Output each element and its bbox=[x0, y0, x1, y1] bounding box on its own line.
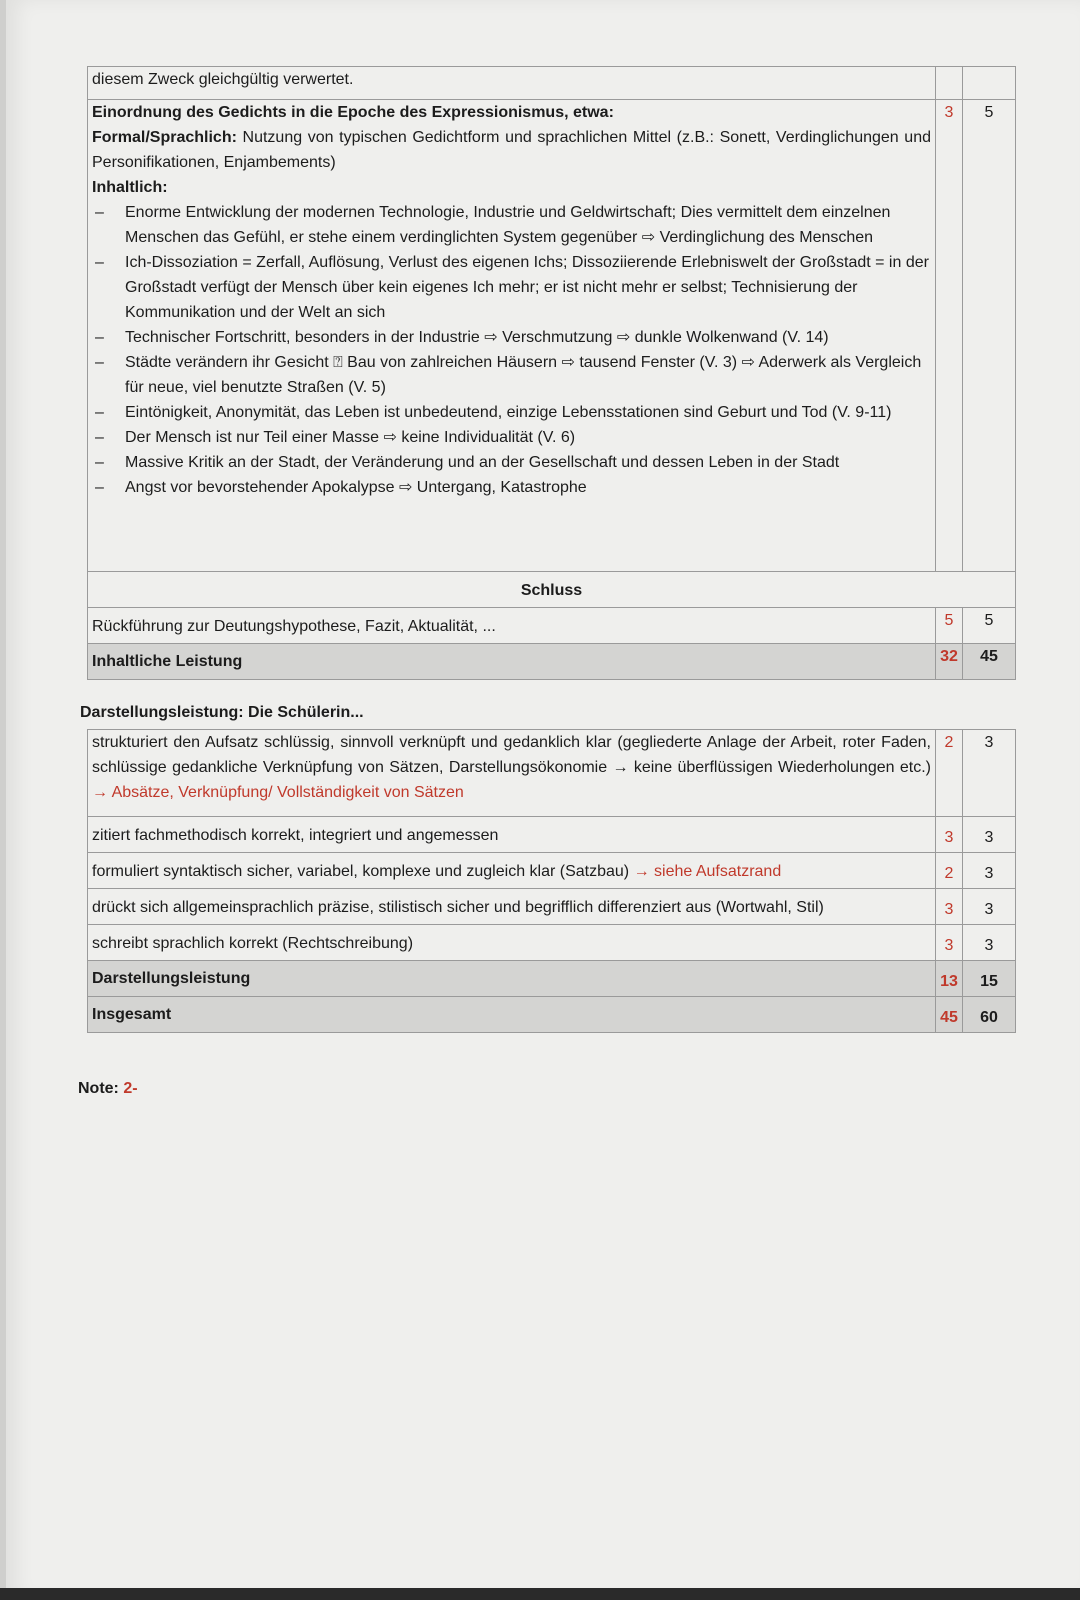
max-cell: 3 bbox=[963, 853, 1016, 889]
score-cell: 3 bbox=[936, 817, 963, 853]
max-cell: 3 bbox=[963, 730, 1016, 817]
table-row bbox=[88, 67, 1016, 100]
table-row bbox=[88, 572, 1016, 608]
list-item: – Eintönigkeit, Anonymität, das Leben ist unbedeutend, einzige Lebensstationen sind Geburt und Tod (V. 9-11) bbox=[92, 400, 931, 425]
content-grading-table bbox=[87, 66, 1016, 680]
teacher-comment: → Absätze, Verknüpfung/ Vollständigkeit von Sätzen bbox=[92, 784, 464, 801]
inhalt-total-label: Inhaltliche Leistung bbox=[88, 644, 936, 680]
teacher-comment: → siehe Aufsatzrand bbox=[633, 863, 782, 880]
criterion-text bbox=[88, 730, 936, 817]
score-cell: 3 bbox=[936, 925, 963, 961]
list-item: – Massive Kritik an der Stadt, der Veränderung und an der Gesellschaft und dessen Leben in der Stadt bbox=[92, 450, 931, 475]
grade-label: Note: bbox=[78, 1080, 124, 1097]
criterion-text: drückt sich allgemeinsprachlich präzise, stilistisch sicher und begrifflich differenziert aus (Wortwahl, Stil) bbox=[88, 889, 936, 925]
list-item: – Angst vor bevorstehender Apokalypse ⇨ Untergang, Katastrophe bbox=[92, 475, 931, 500]
list-item: – Städte verändern ihr Gesicht ⍰ Bau von zahlreichen Häusern ⇨ tausend Fenster (V. 3) ⇨ Aderwerk als Vergleich für neue, viel benutzte Straßen (V. 5) bbox=[92, 350, 931, 400]
table-row bbox=[88, 961, 1016, 997]
criterion-main: strukturiert den Aufsatz schlüssig, sinnvoll verknüpft und gedanklich klar (gegliederte Anlage der Arbeit, roter Faden, schlüssige gedankliche Verknüpfung von Sätzen, Darstellungsökonomie → keine überflüssigen Wiederholungen etc.) bbox=[92, 734, 931, 776]
max-cell: 3 bbox=[963, 925, 1016, 961]
table-row bbox=[88, 100, 1016, 572]
schluss-header: Schluss bbox=[88, 572, 1016, 608]
presentation-grading-table bbox=[87, 729, 1016, 1033]
score-cell: 32 bbox=[936, 644, 963, 680]
scan-edge bbox=[0, 1588, 1080, 1600]
table-row bbox=[88, 925, 1016, 961]
formal-label: Formal/Sprachlich: bbox=[92, 129, 237, 146]
score-cell: 3 bbox=[936, 889, 963, 925]
insgesamt-label: Insgesamt bbox=[88, 997, 936, 1033]
table-row bbox=[88, 853, 1016, 889]
score-cell: 45 bbox=[936, 997, 963, 1033]
list-item: – Ich-Dissoziation = Zerfall, Auflösung, Verlust des eigenen Ichs; Dissoziierende Erlebniswelt der Großstadt = in der Großstadt verfügt der Mensch über kein eigenes Ich mehr; er ist nicht mehr er selbst; Technisierung der Kommunikation und der Welt an sich bbox=[92, 250, 931, 325]
criterion-text: zitiert fachmethodisch korrekt, integriert und angemessen bbox=[88, 817, 936, 853]
max-cell: 15 bbox=[963, 961, 1016, 997]
list-item: – Enorme Entwicklung der modernen Technologie, Industrie und Geldwirtschaft; Dies vermittelt dem einzelnen Menschen das Gefühl, er stehe einem verdinglichten System gegenüber ⇨ Verdinglichung des Menschen bbox=[92, 200, 931, 250]
max-cell: 5 bbox=[963, 100, 1016, 572]
grade-value: 2- bbox=[123, 1080, 138, 1097]
list-item: – Der Mensch ist nur Teil einer Masse ⇨ keine Individualität (V. 6) bbox=[92, 425, 931, 450]
score-cell: 3 bbox=[936, 100, 963, 572]
max-cell: 60 bbox=[963, 997, 1016, 1033]
list-item: – Technischer Fortschritt, besonders in der Industrie ⇨ Verschmutzung ⇨ dunkle Wolkenwand (V. 14) bbox=[92, 325, 931, 350]
max-cell: 45 bbox=[963, 644, 1016, 680]
epoch-criterion bbox=[88, 100, 936, 572]
carryover-text: diesem Zweck gleichgültig verwertet. bbox=[88, 67, 936, 100]
formal-text: Nutzung von typischen Gedichtform und sprachlichen Mittel (z.B.: Sonett, Verdinglichungen und Personifikationen, Enjambements) bbox=[92, 129, 931, 171]
max-cell: 3 bbox=[963, 889, 1016, 925]
epoch-heading: Einordnung des Gedichts in die Epoche des Expressionismus, etwa: bbox=[92, 104, 614, 121]
score-cell: 2 bbox=[936, 730, 963, 817]
table-row bbox=[88, 730, 1016, 817]
max-cell: 3 bbox=[963, 817, 1016, 853]
table-row bbox=[88, 644, 1016, 680]
score-cell: 13 bbox=[936, 961, 963, 997]
criterion-text bbox=[88, 853, 936, 889]
score-cell: 2 bbox=[936, 853, 963, 889]
max-cell: 5 bbox=[963, 608, 1016, 644]
grade-line bbox=[78, 1080, 138, 1098]
inhalt-label: Inhaltlich: bbox=[92, 179, 168, 196]
table-row bbox=[88, 997, 1016, 1033]
score-cell bbox=[936, 67, 963, 100]
criterion-main: formuliert syntaktisch sicher, variabel, komplexe und zugleich klar (Satzbau) bbox=[92, 863, 634, 880]
table-row bbox=[88, 889, 1016, 925]
darstellung-total-label: Darstellungsleistung bbox=[88, 961, 936, 997]
schluss-criterion: Rückführung zur Deutungshypothese, Fazit, Aktualität, ... bbox=[88, 608, 936, 644]
content-list bbox=[92, 200, 931, 500]
darstellung-heading: Darstellungsleistung: Die Schülerin... bbox=[80, 704, 364, 721]
formal-paragraph bbox=[92, 125, 931, 175]
table-row bbox=[88, 608, 1016, 644]
criterion-text: schreibt sprachlich korrekt (Rechtschreibung) bbox=[88, 925, 936, 961]
score-cell: 5 bbox=[936, 608, 963, 644]
max-cell bbox=[963, 67, 1016, 100]
table-row bbox=[88, 817, 1016, 853]
